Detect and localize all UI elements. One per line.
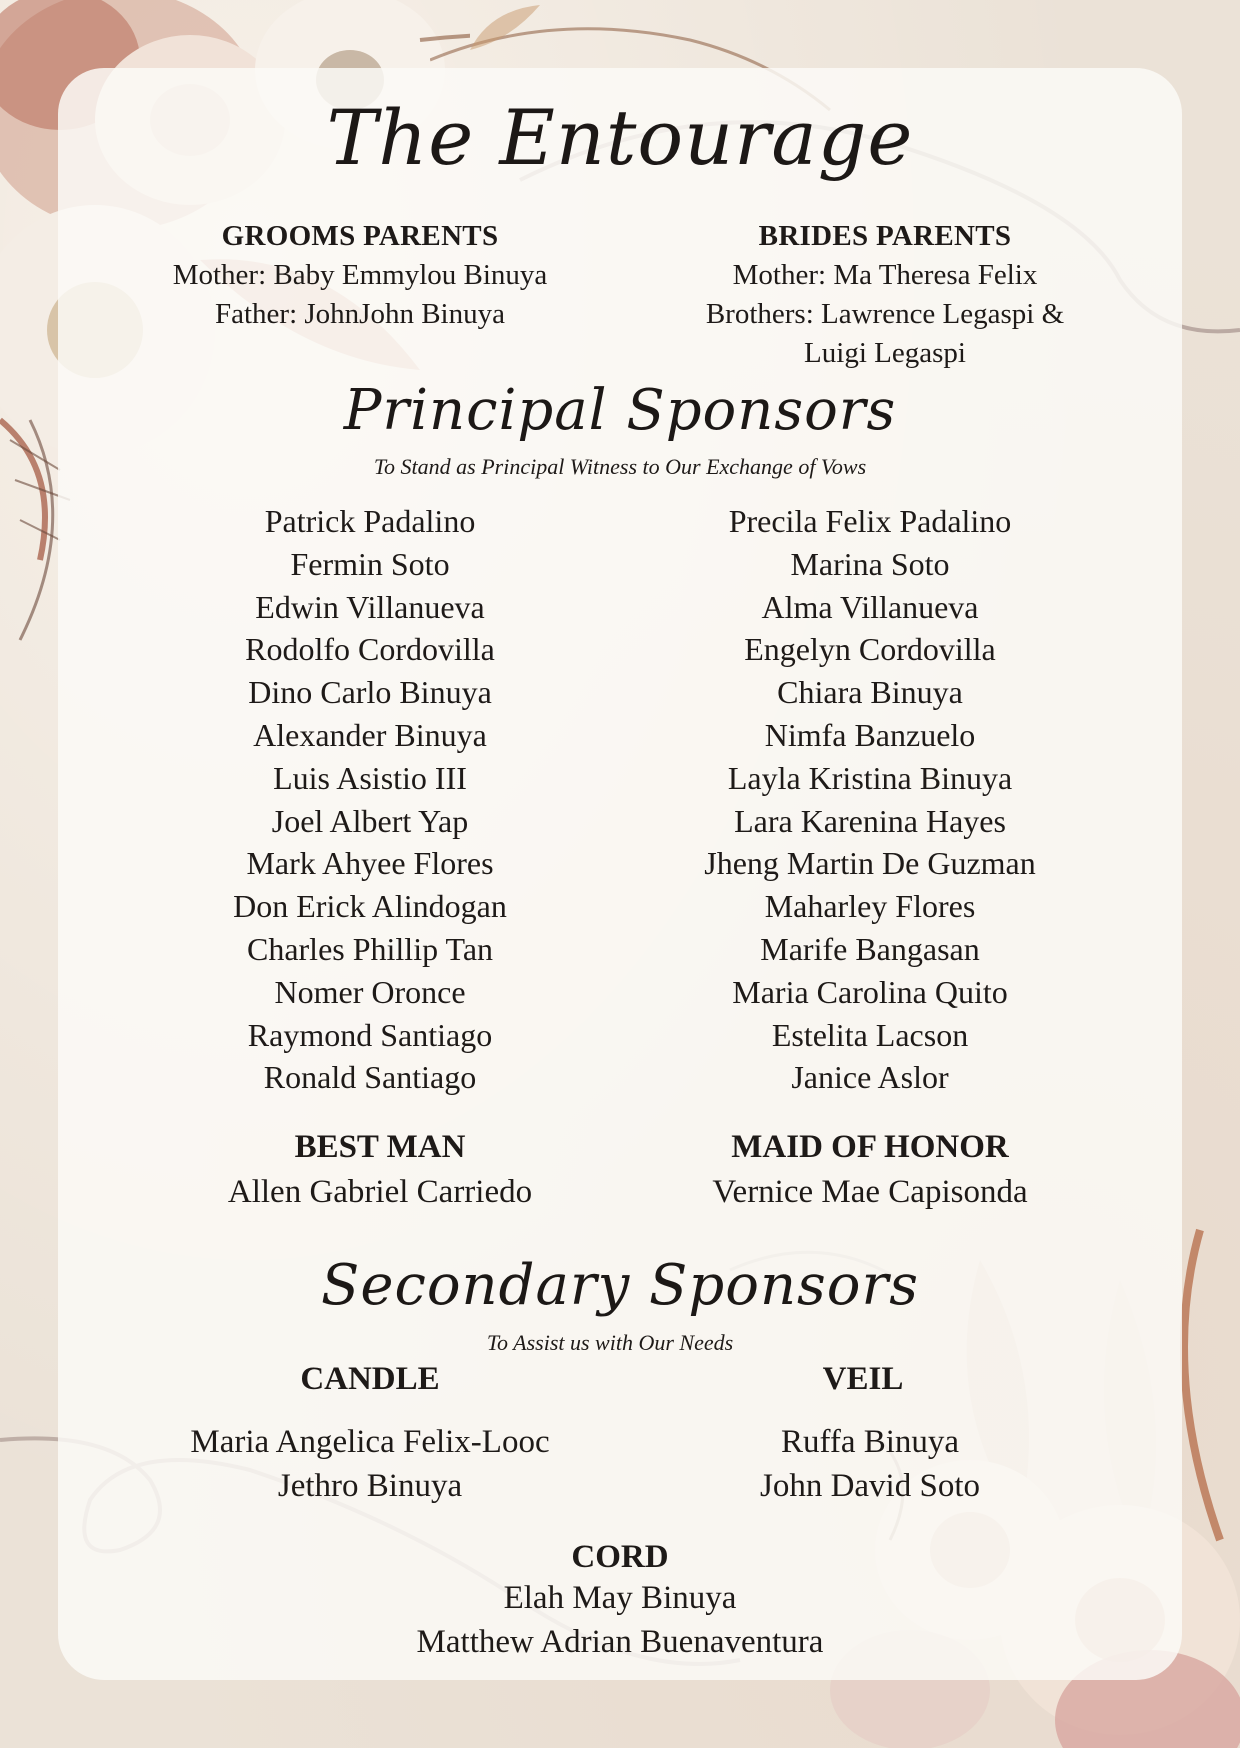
list-item: Matthew Adrian Buenaventura <box>416 1624 824 1660</box>
brides-parents-section <box>640 216 1130 373</box>
list-item: John David Soto <box>759 1468 980 1504</box>
list-item: Alexander Binuya <box>253 716 487 753</box>
list-item: Don Erick Alindogan <box>233 888 507 925</box>
grooms-parents-section <box>110 216 610 334</box>
brides-brothers-continued: Luigi Legaspi <box>804 337 966 369</box>
list-item: Raymond Santiago <box>247 1016 493 1053</box>
principal-sponsors-subtitle: To Stand as Principal Witness to Our Exchange of Vows <box>373 454 867 479</box>
list-item: Layla Kristina Binuya <box>727 759 1013 796</box>
brides-mother: Mother: Ma Theresa Felix <box>732 259 1038 291</box>
list-item: Janice Aslor <box>791 1059 949 1096</box>
cord-sponsors <box>360 1576 880 1664</box>
grooms-father: Father: JohnJohn Binuya <box>215 298 505 330</box>
best-man-heading: BEST MAN <box>294 1129 466 1165</box>
veil-sponsors <box>670 1420 1070 1508</box>
best-man-name: Allen Gabriel Carriedo <box>227 1174 533 1210</box>
list-item: Nimfa Banzuelo <box>764 716 976 753</box>
list-item: Maharley Flores <box>764 888 976 925</box>
secondary-sponsors-title: Secondary Sponsors <box>320 1253 920 1318</box>
brides-parents-heading: BRIDES PARENTS <box>758 220 1012 252</box>
list-item: Mark Ahyee Flores <box>246 845 494 882</box>
list-item: Lara Karenina Hayes <box>734 802 1006 839</box>
list-item: Engelyn Cordovilla <box>744 631 996 668</box>
cord-heading: CORD <box>571 1539 669 1575</box>
list-item: Patrick Padalino <box>264 503 476 539</box>
principal-sponsors-right-list <box>640 500 1100 1099</box>
secondary-sponsors-subtitle: To Assist us with Our Needs <box>486 1330 734 1355</box>
list-item: Jethro Binuya <box>277 1468 463 1504</box>
veil-heading: VEIL <box>822 1361 904 1397</box>
list-item: Jheng Martin De Guzman <box>704 845 1036 882</box>
candle-heading: CANDLE <box>300 1361 440 1397</box>
principal-sponsors-title: Principal Sponsors <box>343 378 897 443</box>
maid-of-honor-section <box>640 1124 1100 1214</box>
list-item: Joel Albert Yap <box>271 802 469 839</box>
list-item: Maria Angelica Felix-Looc <box>190 1424 550 1460</box>
list-item: Rodolfo Cordovilla <box>245 631 495 668</box>
list-item: Estelita Lacson <box>771 1016 969 1053</box>
list-item: Ronald Santiago <box>263 1059 477 1096</box>
list-item: Luis Asistio III <box>273 759 467 796</box>
brides-brothers: Brothers: Lawrence Legaspi & <box>705 298 1065 330</box>
list-item: Charles Phillip Tan <box>246 930 494 967</box>
grooms-parents-heading: GROOMS PARENTS <box>221 220 499 252</box>
list-item: Chiara Binuya <box>777 674 963 711</box>
list-item: Nomer Oronce <box>274 973 466 1010</box>
candle-sponsors <box>130 1420 610 1508</box>
list-item: Edwin Villanueva <box>255 588 485 625</box>
list-item: Dino Carlo Binuya <box>248 674 492 711</box>
maid-of-honor-name: Vernice Mae Capisonda <box>712 1174 1028 1210</box>
list-item: Maria Carolina Quito <box>732 973 1008 1010</box>
list-item: Alma Villanueva <box>761 588 979 625</box>
best-man-section <box>150 1124 610 1214</box>
list-item: Ruffa Binuya <box>780 1424 960 1460</box>
maid-of-honor-heading: MAID OF HONOR <box>731 1129 1009 1165</box>
list-item: Marife Bangasan <box>760 930 980 967</box>
page-title: The Entourage <box>326 93 914 182</box>
list-item: Precila Felix Padalino <box>728 503 1012 539</box>
principal-sponsors-left-list <box>150 500 590 1099</box>
list-item: Fermin Soto <box>290 545 450 582</box>
list-item: Marina Soto <box>790 545 950 582</box>
list-item: Elah May Binuya <box>503 1580 737 1616</box>
grooms-mother: Mother: Baby Emmylou Binuya <box>172 259 548 291</box>
